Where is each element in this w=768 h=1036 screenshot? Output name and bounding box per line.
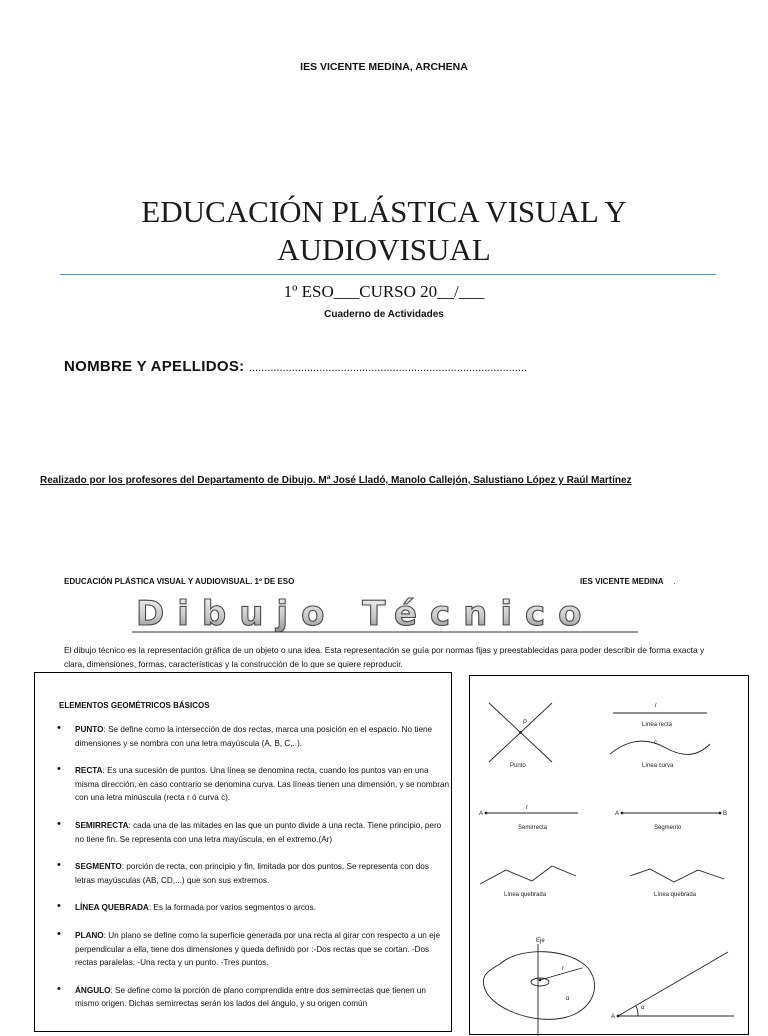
segmento-dot-a — [621, 812, 624, 815]
label-linea-curva: Línea curva — [642, 763, 674, 769]
label-p: P — [523, 720, 528, 726]
list-item: • RECTA: Es una sucesión de puntos. Una línea se denomina recta, cuando los puntos van en una misma dirección, en caso contrario se denomina curva. Las líneas tienen una dimensión, y se nombran con una letra minúscula (recta r ó curva c). — [57, 764, 451, 805]
label-segmento: Segmento — [654, 825, 682, 831]
curva-path — [610, 741, 710, 754]
label-a2: A — [615, 811, 620, 817]
label-a1: A — [479, 811, 484, 817]
title-line-1: EDUCACIÓN PLÁSTICA VISUAL Y — [141, 194, 627, 229]
label-semirrecta: Semirrecta — [518, 825, 548, 831]
page2-header-dot: . — [673, 577, 676, 586]
label-punto: Punto — [510, 763, 526, 769]
label-linea-recta: Línea recta — [642, 722, 673, 728]
label-r: r — [655, 703, 657, 709]
name-label: NOMBRE Y APELLIDOS: — [64, 358, 245, 375]
label-alpha-1: α — [566, 996, 570, 1002]
name-field — [64, 358, 527, 375]
dibujo-tecnico-banner — [128, 596, 648, 634]
list-item: • LÍNEA QUEBRADA: Es la formada por varios segmentos o arcos. — [57, 901, 451, 915]
list-item: • SEMIRRECTA: cada una de las mitades en las que un punto divide a una recta. Tiene principio, pero no tiene fin. Se representa con una letra mayúscula, en el extremo.(Ar) — [57, 819, 451, 846]
geometry-figures-box — [469, 675, 749, 1035]
list-item: • ÁNGULO: Se define como la porción de plano comprendida entre dos semirrectas que tienen un mismo origen. Dichas semirrectas serán los lados del ángulo, y su origen común — [57, 984, 451, 1011]
title-line-2: AUDIOVISUAL — [277, 232, 491, 267]
list-item: • SEGMENTO: porción de recta, con principio y fin, limitada por dos puntos. Se representa con dos letras mayúsculas (AB, CD,...) que son sus extremos. — [57, 860, 451, 887]
list-item: • PUNTO: Se define como la intersección de dos rectas, marca una posición en el espacio. No tiene dimensiones y se nombra con una letra mayúscula (A, B, C,..). — [57, 723, 451, 750]
geometry-figures — [470, 676, 750, 1036]
punto-dot — [519, 731, 522, 734]
angulo-line-2 — [618, 952, 728, 1016]
elements-box — [34, 672, 452, 1032]
label-quebrada-1: Línea quebrada — [504, 892, 547, 898]
quebrada-2 — [630, 869, 724, 882]
label-alpha-2: α — [641, 1005, 645, 1011]
label-eje: Eje — [536, 938, 545, 944]
booklet-subtitle: Cuaderno de Actividades — [324, 309, 444, 320]
intro-paragraph: El dibujo técnico es la representación gráfica de un objeto o una idea. Esta representación se guía por normas fijas y preestablecidas para poder describir de forma exacta y clara, dimensiones, formas, características y la construcción de lo que se quiere reproducir. — [64, 645, 705, 669]
list-item: • PLANO: Un plano se define como la superficie generada por una recta al girar con respecto a un eje perpendicular a ella, tiene dos dimensiones y queda definido por :-Dos rectas que se cortan. -Dos rectas paralelas. -Una recta y un punto. -Tres puntos. — [57, 929, 451, 970]
elements-heading: ELEMENTOS GEOMÉTRICOS BÁSICOS — [59, 701, 210, 710]
page2-header-school: IES VICENTE MEDINA — [580, 577, 664, 586]
authors-credit: Realizado por los profesores del Departamento de Dibujo. Mª José Lladó, Manolo Callejón, Salustiano López y Raúl Martínez — [40, 475, 632, 486]
label-b: B — [723, 811, 728, 817]
label-quebrada-2: Línea quebrada — [654, 892, 697, 898]
name-dots: ........................................................................................... — [248, 362, 528, 374]
plano-dot — [539, 979, 542, 982]
plano-shape — [483, 952, 594, 1020]
course-line: 1º ESO___CURSO 20__/___ — [283, 282, 485, 301]
angulo-dot — [617, 1015, 620, 1018]
banner-text: Dibujo Técnico — [136, 596, 595, 634]
page-title — [60, 193, 708, 269]
page2-header-right — [580, 577, 676, 586]
elements-list — [57, 723, 451, 1025]
segmento-dot-b — [719, 812, 722, 815]
semirrecta-dot — [485, 812, 488, 815]
plano-radius — [540, 968, 582, 980]
school-name: IES VICENTE MEDINA, ARCHENA — [300, 61, 468, 73]
label-c: c — [654, 740, 657, 746]
angulo-arc — [636, 1006, 638, 1016]
title-divider — [60, 274, 716, 275]
label-r2: r — [526, 805, 528, 811]
page2-header-left: EDUCACIÓN PLÁSTICA VISUAL Y AUDIOVISUAL. 1º DE ESO — [64, 577, 295, 586]
quebrada-1 — [480, 866, 576, 884]
label-r3: r — [562, 966, 564, 972]
label-a3: A — [611, 1014, 616, 1020]
